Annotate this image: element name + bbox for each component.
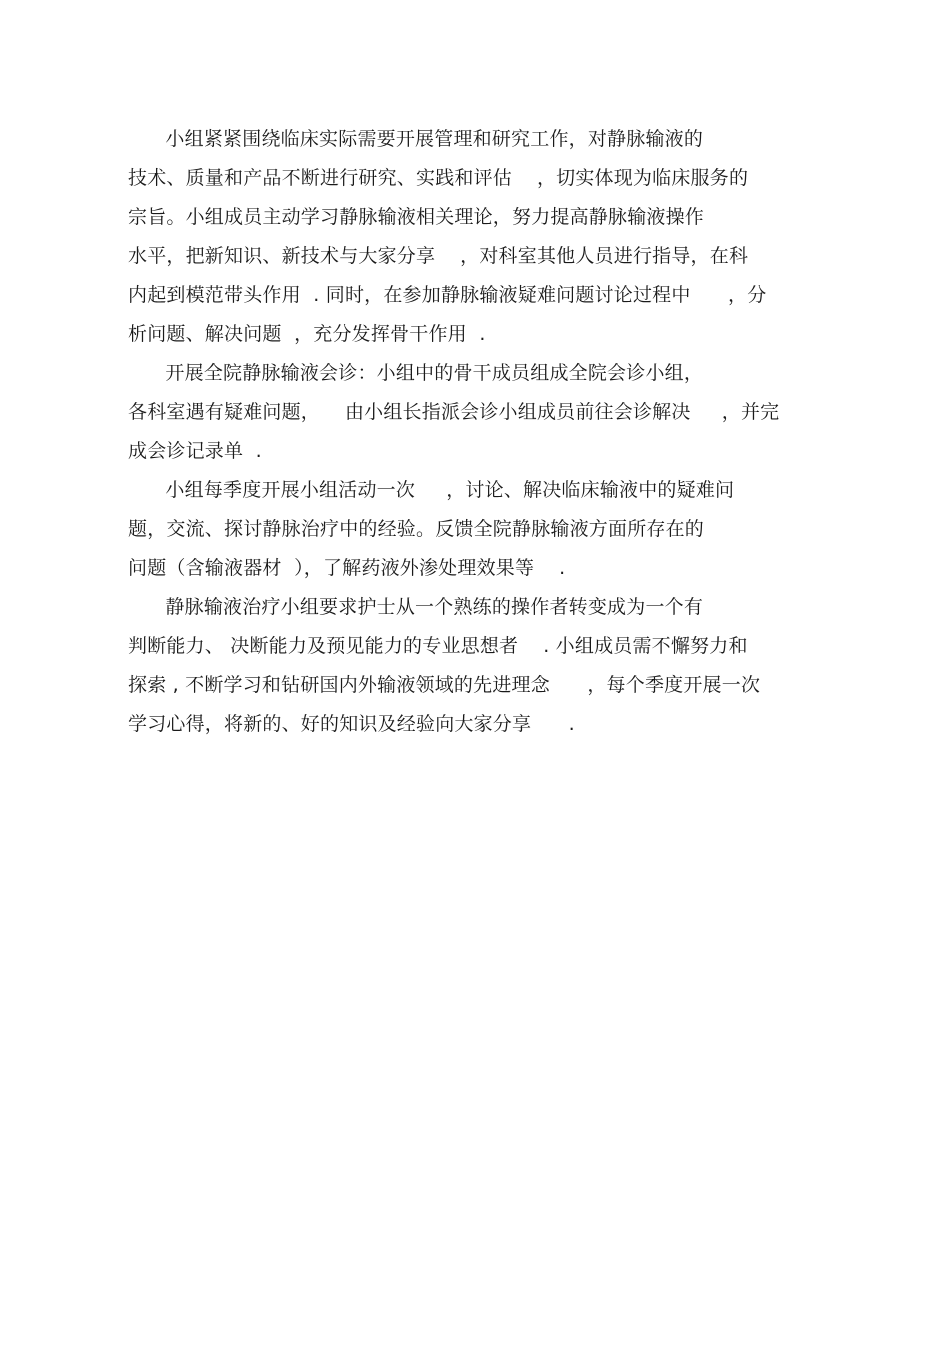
paragraph-professional-development [128, 588, 818, 744]
text-line: 题，交流、探讨静脉治疗中的经验。反馈全院静脉输液方面所存在的 [128, 518, 705, 540]
text-line: 开展全院静脉输液会诊：小组中的骨干成员组成全院会诊小组， [128, 362, 704, 384]
text-line: 技术、质量和产品不断进行研究、实践和评估 ，切实体现为临床服务的 [128, 167, 749, 189]
text-line: 水平，把新知识、新技术与大家分享 ，对科室其他人员进行指导，在科 [128, 245, 749, 267]
text-line: 小组紧紧围绕临床实际需要开展管理和研究工作，对静脉输液的 [128, 128, 704, 150]
paragraph-quarterly-activity [128, 471, 818, 588]
text-line: 内起到模范带头作用 . 同时，在参加静脉输液疑难问题讨论过程中 ，分 [128, 284, 767, 306]
paragraph-consultation [128, 354, 818, 471]
text-line: 析问题、解决问题 ，充分发挥骨干作用 . [128, 323, 486, 345]
text-line: 学习心得，将新的、好的知识及经验向大家分享 . [128, 713, 575, 735]
text-line: 小组每季度开展小组活动一次 ，讨论、解决临床输液中的疑难问 [128, 479, 735, 501]
text-line: 静脉输液治疗小组要求护士从一个熟练的操作者转变成为一个有 [128, 596, 704, 618]
text-line: 宗旨。小组成员主动学习静脉输液相关理论，努力提高静脉输液操作 [128, 206, 705, 228]
paragraph-group-activities [128, 120, 818, 354]
text-line: 判断能力、 决断能力及预见能力的专业思想者 . 小组成员需不懈努力和 [128, 635, 748, 657]
text-line: 探索 , 不断学习和钻研国内外输液领域的先进理念 ，每个季度开展一次 [128, 674, 761, 696]
text-line: 成会诊记录单 . [128, 440, 262, 462]
text-line: 各科室遇有疑难问题， 由小组长指派会诊小组成员前往会诊解决 ，并完 [128, 401, 780, 423]
text-line: 问题（含输液器材 ），了解药液外渗处理效果等 . [128, 557, 566, 579]
